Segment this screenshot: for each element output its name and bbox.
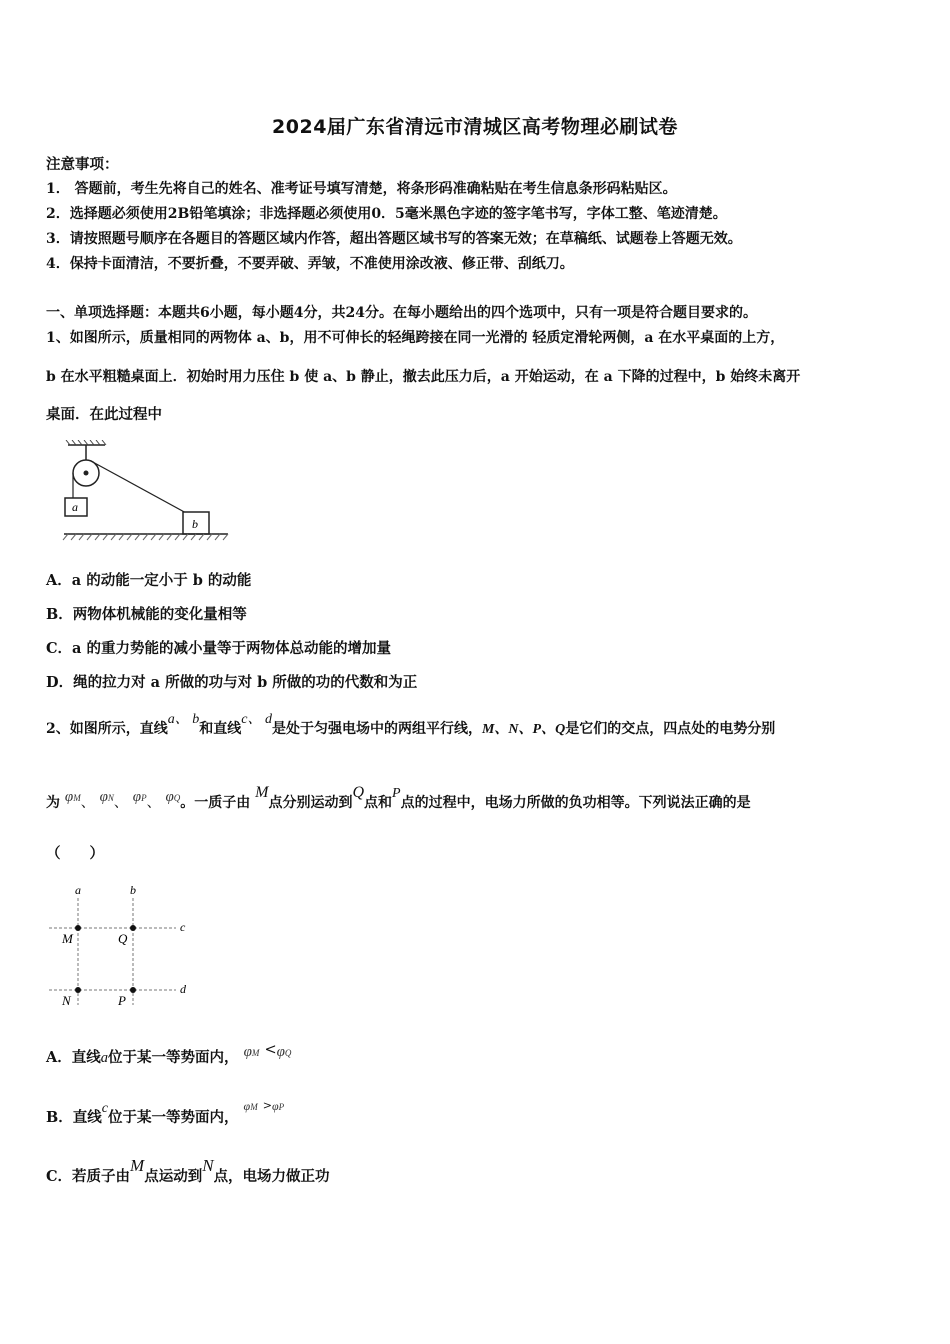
q1-stem-line: 1、如图所示，质量相同的两物体 a、b，用不可伸长的轻绳跨接在同一光滑的 轻质定滑轮两侧，a 在水平桌面的上方， [46,330,785,346]
notice-item: 1． 答题前，考生先将自己的姓名、准考证号填写清楚，将条形码准确粘贴在考生信息条形码粘贴区。 [46,181,677,197]
label-m: M [62,931,73,946]
q2-grid-figure [44,880,194,1010]
label-p: P [118,993,126,1008]
phi-m: φM [64,789,81,805]
phi-q: φQ [165,789,181,805]
q2-stem-line1: 2、如图所示，直线a、 b和直线c、 d是处于匀强电场中的两组平行线，M、N、P、Q是它们的交点，四点处的电势分别 [46,712,776,737]
q2-var-ab: a、 b [167,712,200,727]
notice-heading: 注意事项： [46,156,119,173]
label-q: Q [118,931,128,946]
page-title: 2024届广东省清远市清城区高考物理必刷试卷 [272,116,678,138]
q1-stem-line: b 在水平粗糙桌面上．初始时用力压住 b 使 a、b 静止，撤去此压力后，a 开始运动，在 a 下降的过程中，b 始终未离开 [46,369,801,385]
label-b: b [130,883,136,897]
q2-option-b: B．直线c位于某一等势面内， $^{\varphi M}$ $^{>\varphi P}$ [46,1099,285,1126]
q1-stem-line: 桌面．在此过程中 [46,406,162,423]
block-b-label: b [192,517,198,531]
notice-item: 4．保持卡面清洁，不要折叠，不要弄破、弄皱，不准使用涂改液、修正带、刮纸刀。 [46,256,574,272]
point-p [130,987,136,993]
point-m [75,925,81,931]
q2-var-cd: c、 d [241,712,272,727]
q1-option-a: A．a 的动能一定小于 b 的动能 [46,572,252,589]
point-q [130,925,136,931]
q1-option-d: D．绳的拉力对 a 所做的功与对 b 所做的功的代数和为正 [46,674,418,691]
phi-n: φN [99,789,114,805]
point-n [75,987,81,993]
q2-points: M、N、P、Q [481,722,566,737]
q2-option-c: C．若质子由M点运动到N点，电场力做正功 [46,1156,330,1185]
label-d: d [180,982,186,996]
q1-option-b: B．两物体机械能的变化量相等 [46,606,247,623]
block-a-label: a [72,500,78,514]
q2-option-a: A．直线a位于某一等势面内， φM <φQ [46,1042,292,1066]
label-n: N [62,993,71,1008]
label-a: a [75,883,81,897]
q2-stem-line2: 为 φM、 φN、 φP、 φQ。一质子由 M点分别运动到Q点和P点的过程中，电场力所做的负功相等。下列说法正确的是 [46,784,751,811]
label-c: c [180,920,186,934]
notice-item: 2．选择题必须使用2B铅笔填涂；非选择题必须使用0．5毫米黑色字迹的签字笔书写，字体工整、笔迹清楚。 [46,206,727,222]
notice-item: 3．请按照题号顺序在各题目的答题区域内作答，超出答题区域书写的答案无效；在草稿纸、试题卷上答题无效。 [46,231,742,247]
q2-answer-paren: （ ） [46,845,104,862]
q1-option-c: C．a 的重力势能的减小量等于两物体总动能的增加量 [46,640,391,657]
phi-p: φP [132,789,147,805]
q1-pulley-figure [60,440,232,548]
section-heading: 一、单项选择题：本题共6小题，每小题4分，共24分。在每小题给出的四个选项中，只有一项是符合题目要求的。 [46,305,757,321]
